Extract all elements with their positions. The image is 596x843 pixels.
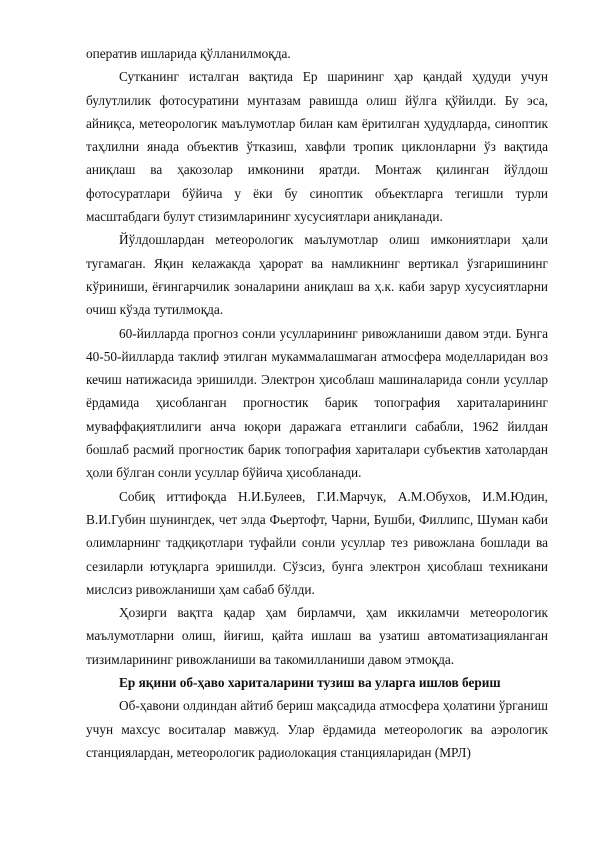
paragraph-observation-tools: Об-ҳавони олдиндан айтиб бериш мақсадида атмосфера ҳолатини ўрганиш учун махсус воситалар мавжуд. Улар ёрдамида метеорологик ва аэрологик станциялардан, метеорологик радиолокация станцияларидан (МРЛ)	[86, 698, 548, 760]
paragraph-satellite-photos: Сутканинг исталган вақтида Ер шарининг ҳар қандай ҳудуди учун булутлилик фотосуратини мунтазам равишда олиш йўлга қўйилди. Бу эса, айниқса, метеорологик маълумотлар билан кам ёритилган ҳудудларда, синоптик таҳлилни янада объектив ўтказиш, хавфли тропик циклонларни ўз вақтида аниқлаш ва ҳакозолар имконини яратди. Монтаж қилинган йўлдош фотосуратлари бўйича у ёки бу синоптик объектларга тегишли турли масштабдаги булут стизимларининг хусусиятлари аниқланади.	[86, 69, 548, 225]
paragraph-numerical-methods: 60-йилларда прогноз сонли усулларининг ривожланиши давом этди. Бунга 40-50-йилларда таклиф этилган мукаммалашмаган атмосфера моделларидан воз кечиш натижасида эришилди. Электрон ҳисоблаш машиналарида сонли усуллар ёрдамида ҳисобланган прогностик барик топография хариталарининг муваффақиятлилиги анча юқори даражага етганлиги сабабли, 1962 йилдан бошлаб расмий прогностик барик топография хариталари субъектив хатолардан ҳоли бўлган сонли усуллар бўйича ҳисобланади.	[86, 325, 548, 481]
document-page	[86, 42, 548, 764]
paragraph-scientists: Собиқ иттифоқда Н.И.Булеев, Г.И.Марчук, А.М.Обухов, И.М.Юдин, В.И.Губин шунингдек, чет элда Фьертофт, Чарни, Бушби, Филлипс, Шуман каби олимларнинг тадқиқотлари туфайли сонли усуллар тез ривожлана бошлади ва сезиларли ютуқларга эришилди. Сўзсиз, бунга электрон ҳисоблаш техникани мислсиз ривожланиши ҳам сабаб бўлди.	[86, 488, 548, 597]
paragraph-automation: Ҳозирги вақтга қадар ҳам бирламчи, ҳам иккиламчи метеорологик маълумотларни олиш, йиғиш, қайта ишлаш ва узатиш автоматизацияланган тизимларининг ривожланиши ва такомилланиши давом этмоқда.	[86, 605, 548, 667]
section-heading: Ер яқини об-ҳаво хариталарини тузиш ва уларга ишлов бериш	[119, 675, 501, 691]
paragraph-satellite-capabilities: Йўлдошлардан метеорологик маълумотлар олиш имкониятлари ҳали тугамаган. Яқин келажакда ҳарорат ва намликнинг вертикал ўзгаришининг кўриниши, ёғингарчилик зоналарини аниқлаш ва ҳ.к. каби зарур хусусиятларни очиш кўзда тутилмоқда.	[86, 232, 548, 318]
paragraph-continuation: оператив ишларида қўлланилмоқда.	[86, 46, 291, 61]
